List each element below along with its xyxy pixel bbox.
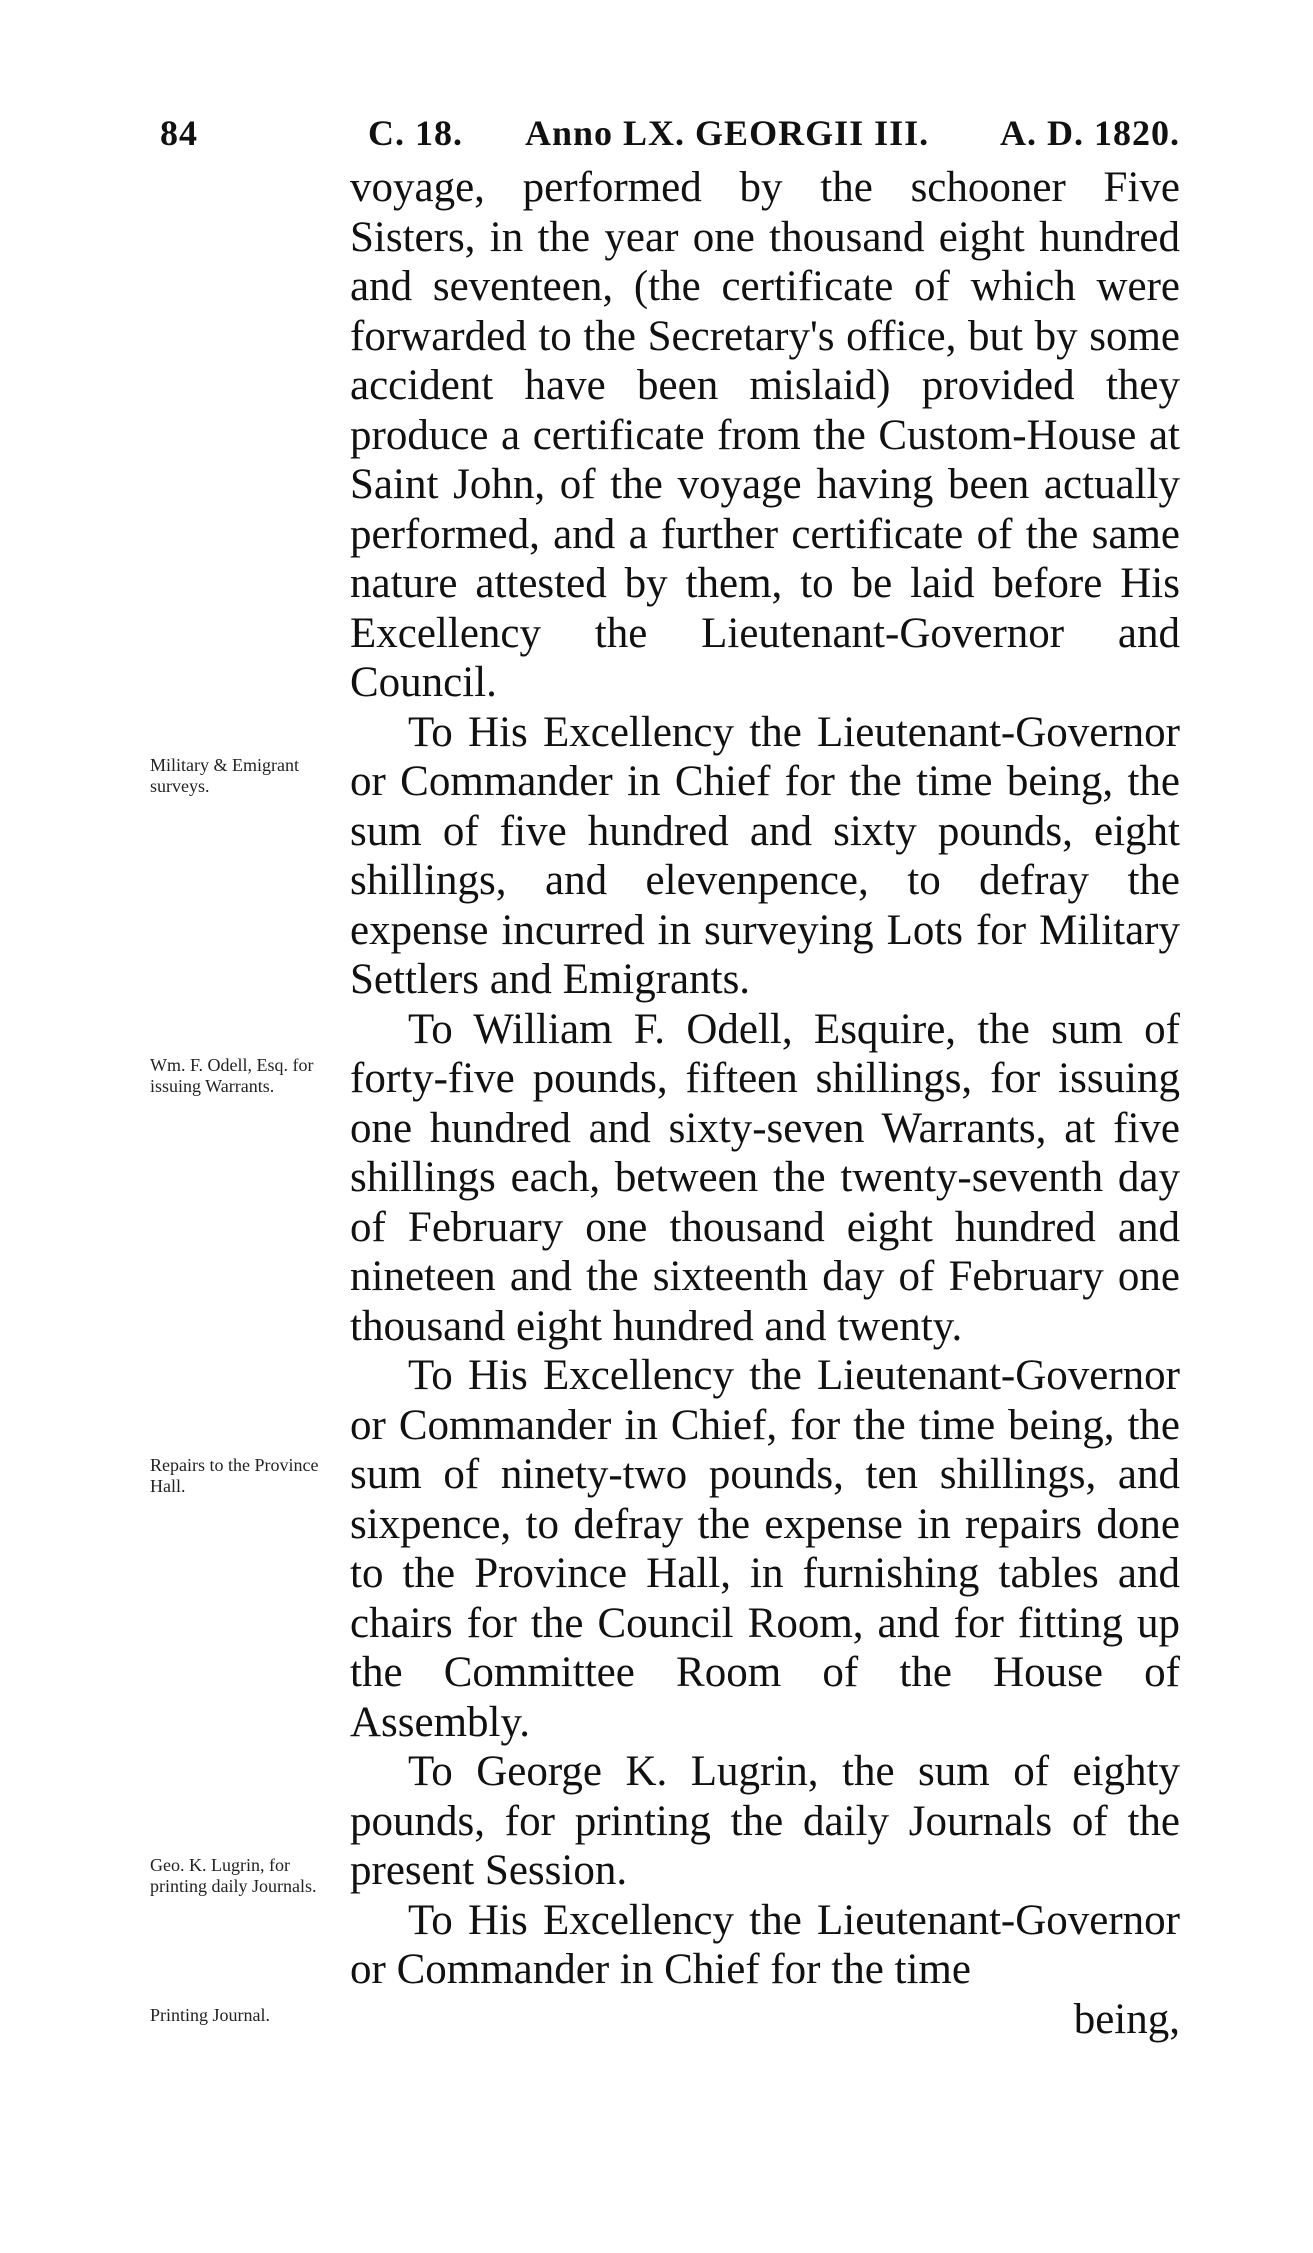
paragraph-odell-warrants: To William F. Odell, Esquire, the sum of forty-five pounds, fifteen shillings, for issuing one hundred and sixty-seven Warrants, at five shillings each, between the twenty-seventh day of February one thousand eight hundred and nineteen and the sixteenth day of February one thousand eight hundred and twenty. (350, 1005, 1180, 1350)
margin-note-printing-journal: Printing Journal. (150, 2005, 270, 2025)
running-header (160, 112, 1180, 162)
margin-note-odell-warrants: Wm. F. Odell, Esq. for issuing Warrants. (150, 1055, 314, 1096)
regnal-year: Anno LX. GEORGII III. (525, 113, 930, 153)
paragraph-voyage-continued: voyage, performed by the schooner Five Sisters, in the year one thousand eight hundred and seventeen, (the certificate of which were forwarded to the Secretary's office, but by some accident have been mislaid) provided they produce a certificate from the Custom-House at Saint John, of the voyage having been actually performed, and a further certificate of the same nature attested by them, to be laid before His Excellency the Lieutenant-Governor and Council. (350, 164, 1180, 706)
calendar-year: A. D. 1820. (1000, 113, 1180, 153)
chapter-number: C. 18. (368, 113, 463, 153)
paragraph-military-surveys: To His Excellency the Lieutenant-Governor or Commander in Chief for the time being, the sum of five hundred and sixty pounds, eight shillings, and elevenpence, to defray the expense incurred in surveying Lots for Military Settlers and Emigrants. (350, 708, 1180, 1003)
margin-note-military-surveys: Military & Emigrant surveys. (150, 755, 299, 796)
paragraph-lugrin-printing: To George K. Lugrin, the sum of eighty pounds, for printing the daily Journals of the present Session. (350, 1748, 1180, 1894)
margin-note-lugrin: Geo. K. Lugrin, for printing daily Journals. (150, 1855, 317, 1896)
page-number: 84 (160, 113, 198, 153)
margin-note-province-hall: Repairs to the Province Hall. (150, 1455, 319, 1496)
statute-text (350, 163, 1180, 2044)
trailing-word: being, (1073, 1995, 1180, 2043)
paragraph-printing-journal: To His Excellency the Lieutenant-Governor or Commander in Chief for the time (350, 1896, 1180, 1993)
paragraph-province-hall: To His Excellency the Lieutenant-Governor or Commander in Chief, for the time being, the sum of ninety-two pounds, ten shillings, and sixpence, to defray the expense in repairs done to the Province Hall, in furnishing tables and chairs for the Council Room, and for fitting up the Committee Room of the House of Assembly. (350, 1352, 1180, 1746)
